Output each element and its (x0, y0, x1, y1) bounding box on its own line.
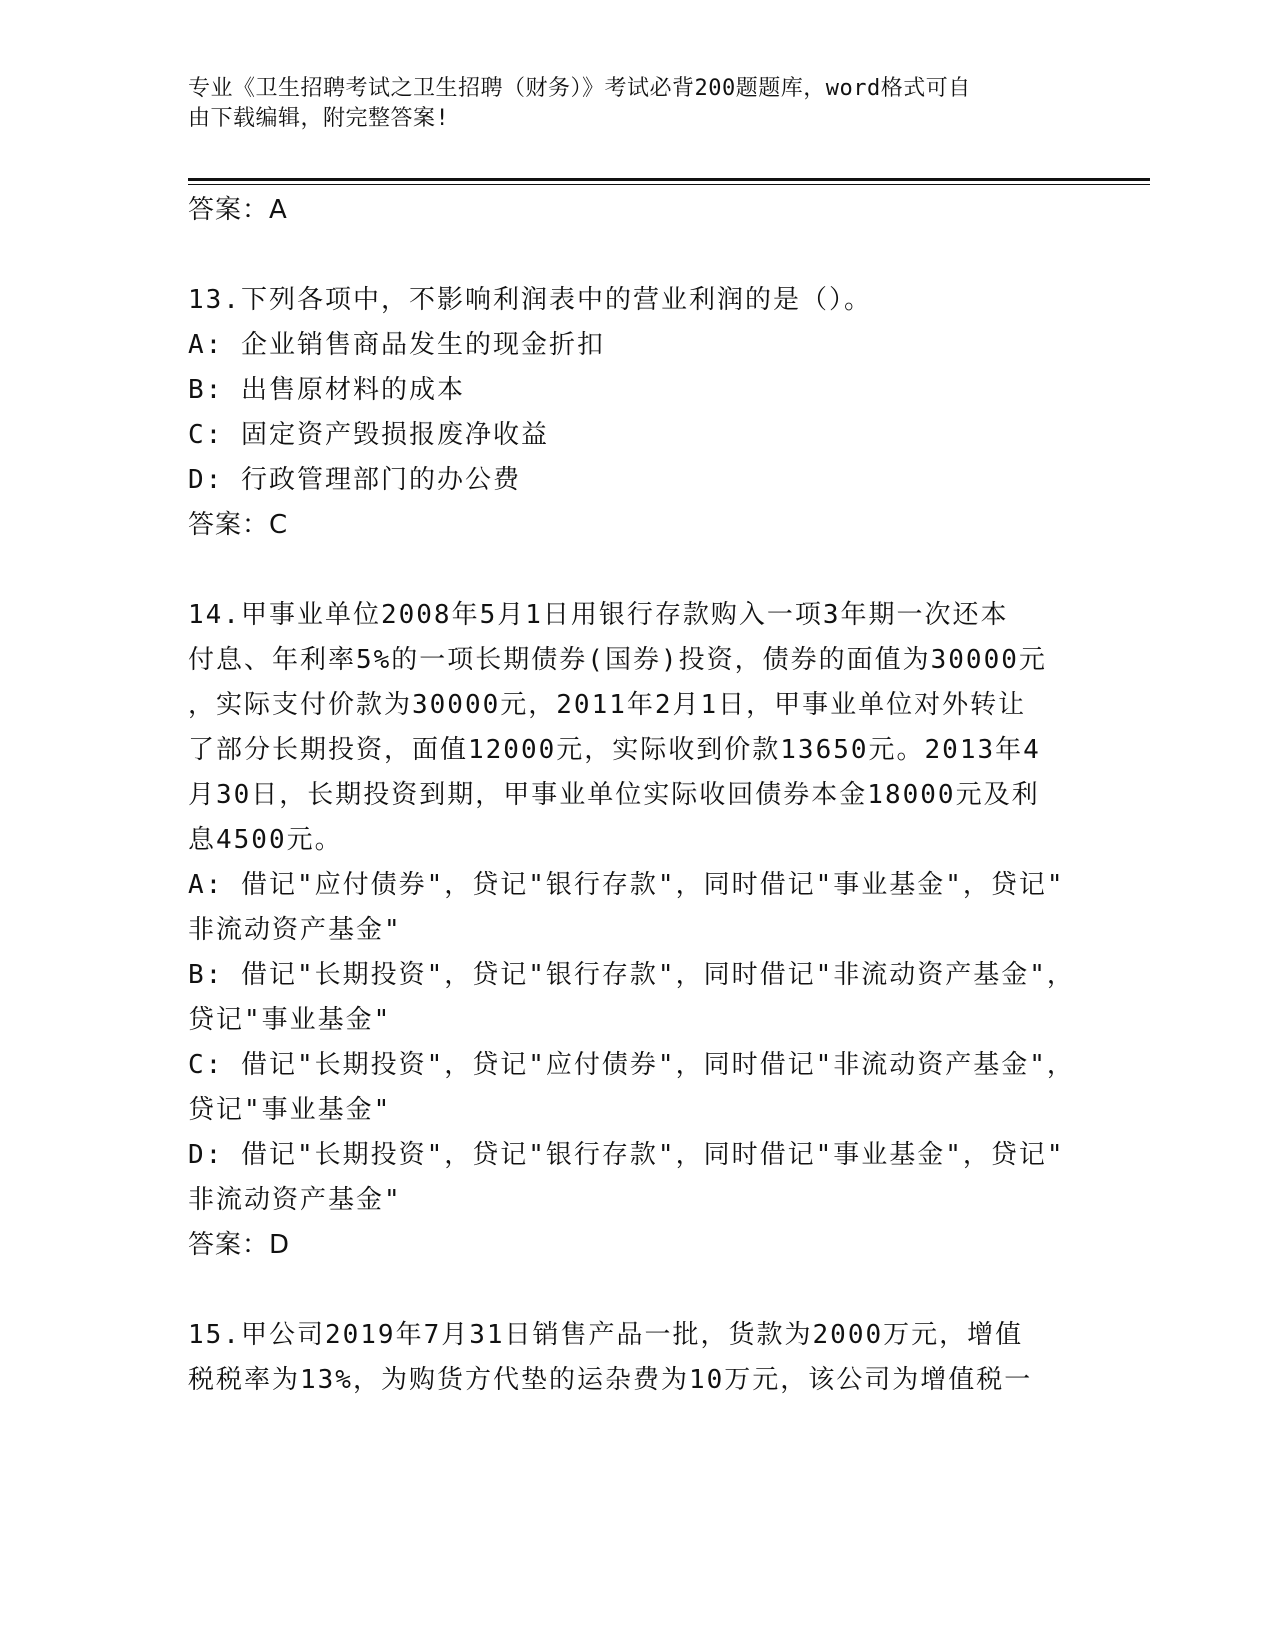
option-c: C: 固定资产毁损报废净收益 (188, 420, 549, 450)
header-line-2: 由下载编辑，附完整答案! (188, 106, 450, 131)
question-13 (188, 278, 1088, 548)
answer-q13: 答案：C (188, 510, 289, 540)
header-line-1: 专业《卫生招聘考试之卫生招聘（财务）》考试必背200题题库，word格式可自 (188, 76, 971, 101)
spacer (188, 1268, 1088, 1313)
answer-q14: 答案：D (188, 1230, 291, 1260)
spacer (188, 548, 1088, 593)
question-14 (188, 593, 1088, 1268)
question-15 (188, 1313, 1088, 1403)
option-d: D: 行政管理部门的办公费 (188, 465, 521, 495)
spacer (188, 233, 1088, 278)
question-stem-line: 付息、年利率5%的一项长期债券(国券)投资，债券的面值为30000元 (188, 645, 1047, 675)
header-divider-thick (188, 178, 1150, 181)
answer-q12: 答案：A (188, 195, 288, 225)
document-body (188, 188, 1088, 1403)
option-a: A: 借记"应付债券"，贷记"银行存款"，同时借记"事业基金"，贷记" (188, 870, 1065, 900)
option-b-continued: 贷记"事业基金" (188, 1005, 392, 1035)
option-a: A: 企业销售商品发生的现金折扣 (188, 330, 605, 360)
header-divider-thin (188, 184, 1150, 185)
question-stem-line: 税税率为13%，为购货方代垫的运杂费为10万元，该公司为增值税一 (188, 1365, 1033, 1395)
question-stem-line: 月30日，长期投资到期，甲事业单位实际收回债券本金18000元及利 (188, 780, 1040, 810)
option-a-continued: 非流动资产基金" (188, 915, 402, 945)
option-c-continued: 贷记"事业基金" (188, 1095, 392, 1125)
document-header (188, 74, 1068, 134)
option-c: C: 借记"长期投资"，贷记"应付债券"，同时借记"非流动资产基金"， (188, 1050, 1075, 1080)
question-stem-line: 了部分长期投资，面值12000元，实际收到价款13650元。2013年4 (188, 735, 1041, 765)
question-stem-line: 15.甲公司2019年7月31日销售产品一批，货款为2000万元，增值 (188, 1320, 1024, 1350)
option-b: B: 出售原材料的成本 (188, 375, 465, 405)
question-stem-line: ，实际支付价款为30000元，2011年2月1日，甲事业单位对外转让 (188, 690, 1027, 720)
option-d: D: 借记"长期投资"，贷记"银行存款"，同时借记"事业基金"，贷记" (188, 1140, 1065, 1170)
question-stem: 13.下列各项中，不影响利润表中的营业利润的是（）。 (188, 285, 872, 315)
option-d-continued: 非流动资产基金" (188, 1185, 402, 1215)
question-stem-line: 息4500元。 (188, 825, 343, 855)
option-b: B: 借记"长期投资"，贷记"银行存款"，同时借记"非流动资产基金"， (188, 960, 1075, 990)
question-stem-line: 14.甲事业单位2008年5月1日用银行存款购入一项3年期一次还本 (188, 600, 1009, 630)
